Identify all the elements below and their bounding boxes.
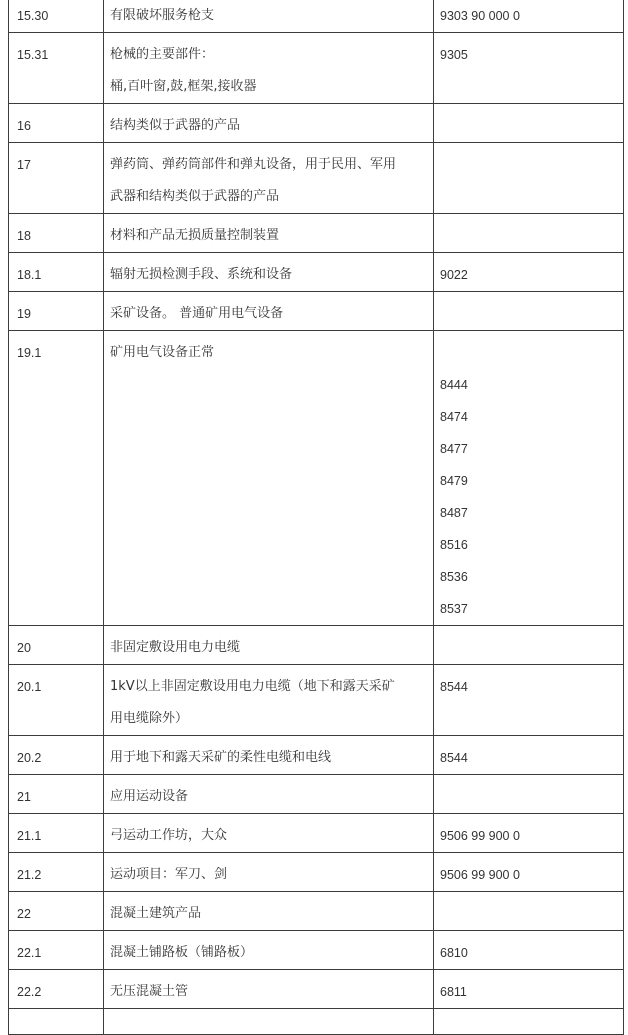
item-number-cell: 20	[9, 626, 104, 665]
hs-code: 8536	[440, 570, 468, 584]
description-cell	[104, 626, 434, 665]
description-cell	[104, 853, 434, 892]
hs-code-cell	[434, 331, 624, 626]
hs-code: 8474	[440, 410, 468, 424]
description-line: 采矿设备。 普通矿用电气设备	[110, 306, 284, 321]
item-number-cell: 19.1	[9, 331, 104, 626]
hs-code-cell	[434, 104, 624, 143]
table-row	[9, 626, 624, 665]
hs-code: 8537	[440, 602, 468, 616]
hs-code-cell	[434, 853, 624, 892]
description-line: 无压混凝土管	[110, 984, 189, 999]
hs-code-cell	[434, 775, 624, 814]
hs-code-cell	[434, 970, 624, 1009]
hs-code-cell	[434, 665, 624, 736]
description-cell	[104, 1009, 434, 1035]
item-number-cell: 22.2	[9, 970, 104, 1009]
hs-code-cell	[434, 253, 624, 292]
table-row	[9, 0, 624, 33]
item-number-cell: 22	[9, 892, 104, 931]
table-row	[9, 253, 624, 292]
hs-code: 9305	[440, 48, 468, 62]
item-number-cell: 20.2	[9, 736, 104, 775]
table-row	[9, 736, 624, 775]
table-row	[9, 143, 624, 214]
description-cell	[104, 214, 434, 253]
hs-code: 9303 90 000 0	[440, 9, 520, 23]
description-cell	[104, 775, 434, 814]
description-cell	[104, 814, 434, 853]
table-body	[9, 0, 624, 1035]
description-line: 用电缆除外）	[110, 711, 189, 726]
item-number-cell: 21.1	[9, 814, 104, 853]
description-line: 运动项目：军刀、剑	[110, 867, 228, 882]
description-cell	[104, 665, 434, 736]
description-line: 弓运动工作坊，大众	[110, 828, 228, 843]
table-row	[9, 853, 624, 892]
description-line: 武器和结构类似于武器的产品	[110, 189, 280, 204]
hs-code: 6811	[440, 985, 467, 999]
hs-code: 9506 99 900 0	[440, 868, 520, 882]
table-row	[9, 331, 624, 626]
hs-code-cell	[434, 214, 624, 253]
description-cell	[104, 104, 434, 143]
table-row	[9, 814, 624, 853]
item-number-cell: 15.30	[9, 0, 104, 33]
item-number-cell	[9, 1009, 104, 1035]
description-line: 1kV以上非固定敷设用电力电缆（地下和露天采矿	[110, 679, 395, 694]
description-line: 弹药筒、弹药筒部件和弹丸设备，用于民用、军用	[110, 157, 397, 172]
hs-code-cell	[434, 626, 624, 665]
description-cell	[104, 331, 434, 626]
table-row	[9, 1009, 624, 1035]
hs-code-cell	[434, 143, 624, 214]
description-cell	[104, 0, 434, 33]
table-row	[9, 892, 624, 931]
hs-code-cell	[434, 892, 624, 931]
item-number-cell: 21	[9, 775, 104, 814]
table-row	[9, 665, 624, 736]
description-cell	[104, 970, 434, 1009]
item-number-cell: 16	[9, 104, 104, 143]
table-row	[9, 775, 624, 814]
table-row	[9, 292, 624, 331]
hs-code-cell	[434, 292, 624, 331]
hs-code-cell	[434, 931, 624, 970]
table-row	[9, 214, 624, 253]
item-number-cell: 17	[9, 143, 104, 214]
product-code-table	[8, 0, 624, 1035]
item-number-cell: 18.1	[9, 253, 104, 292]
description-line: 应用运动设备	[110, 789, 189, 804]
hs-code-cell	[434, 814, 624, 853]
description-cell	[104, 892, 434, 931]
description-line: 有限破坏服务枪支	[110, 8, 215, 23]
description-cell	[104, 736, 434, 775]
hs-code: 8544	[440, 751, 468, 765]
hs-code: 8487	[440, 506, 468, 520]
table-row	[9, 104, 624, 143]
description-line: 混凝土建筑产品	[110, 906, 202, 921]
hs-code-cell	[434, 0, 624, 33]
description-line: 用于地下和露天采矿的柔性电缆和电线	[110, 750, 332, 765]
description-cell	[104, 33, 434, 104]
description-line: 混凝土铺路板（铺路板）	[110, 945, 254, 960]
table-row	[9, 931, 624, 970]
description-cell	[104, 931, 434, 970]
item-number-cell: 22.1	[9, 931, 104, 970]
description-line: 枪械的主要部件：	[110, 47, 215, 62]
description-cell	[104, 143, 434, 214]
description-line: 非固定敷设用电力电缆	[110, 640, 241, 655]
hs-code-cell	[434, 736, 624, 775]
hs-code: 9022	[440, 268, 468, 282]
description-line: 材料和产品无损质量控制装置	[110, 228, 280, 243]
description-line: 辐射无损检测手段、系统和设备	[110, 267, 293, 282]
hs-code: 8444	[440, 378, 468, 392]
item-number-cell: 15.31	[9, 33, 104, 104]
item-number-cell: 20.1	[9, 665, 104, 736]
item-number-cell: 18	[9, 214, 104, 253]
table-row	[9, 970, 624, 1009]
hs-code: 6810	[440, 946, 468, 960]
description-line: 桶,百叶窗,鼓,框架,接收器	[110, 79, 257, 94]
table-row	[9, 33, 624, 104]
hs-code	[440, 337, 617, 369]
hs-code: 9506 99 900 0	[440, 829, 520, 843]
description-cell	[104, 292, 434, 331]
hs-code: 8477	[440, 442, 468, 456]
item-number-cell: 21.2	[9, 853, 104, 892]
hs-code: 8479	[440, 474, 468, 488]
description-line: 矿用电气设备正常	[110, 345, 215, 360]
item-number-cell: 19	[9, 292, 104, 331]
description-cell	[104, 253, 434, 292]
hs-code: 8516	[440, 538, 468, 552]
description-line: 结构类似于武器的产品	[110, 118, 241, 133]
hs-code-cell	[434, 33, 624, 104]
hs-code: 8544	[440, 680, 468, 694]
hs-code-cell	[434, 1009, 624, 1035]
